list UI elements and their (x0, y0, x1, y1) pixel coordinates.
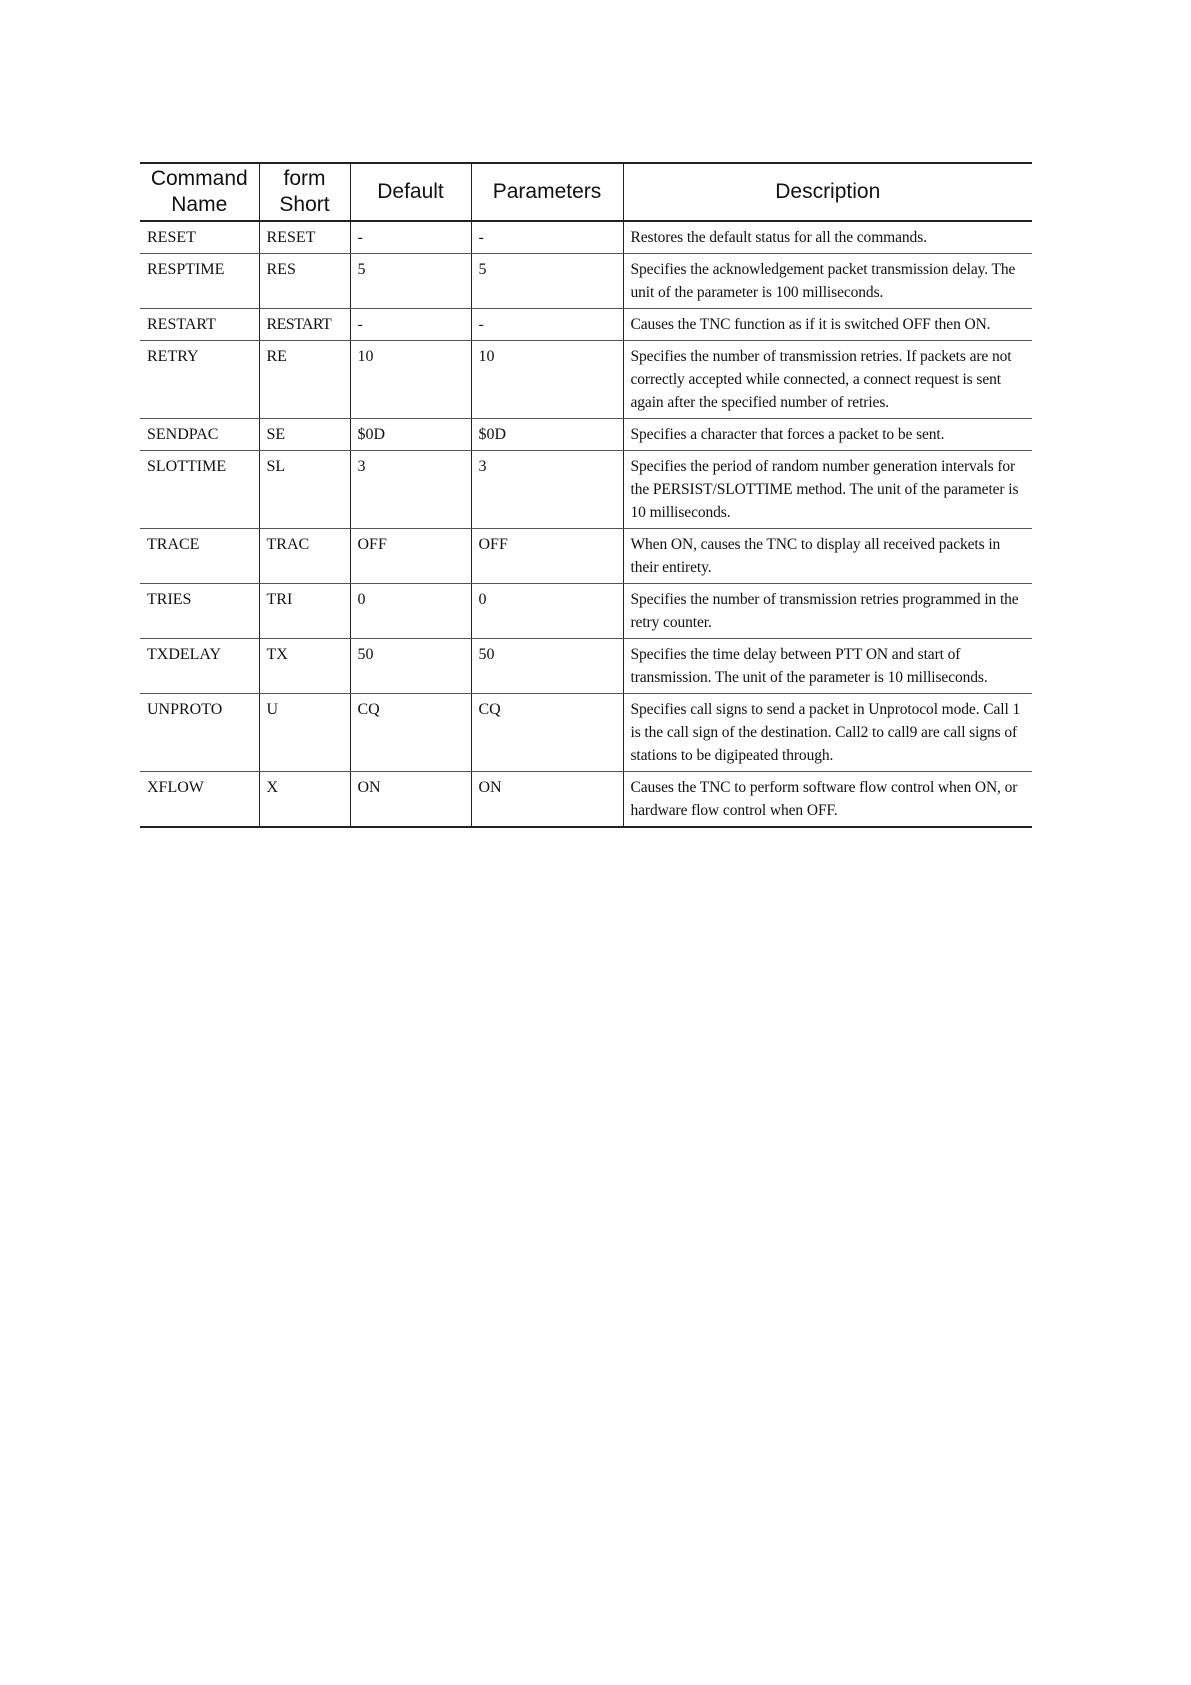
cell-short: SL (259, 451, 350, 529)
header-command-name-line1: Command (150, 167, 248, 190)
cell-description: Specifies the period of random number generation intervals for the PERSIST/SLOTTIME method. The unit of the parameter is 10 milliseconds. (623, 451, 1032, 529)
header-parameters: Parameters (471, 163, 623, 221)
cell-short: RE (259, 341, 350, 419)
header-description: Description (623, 163, 1032, 221)
table-row (140, 584, 1032, 639)
cell-command: RESTART (140, 309, 259, 341)
cell-parameters: 5 (471, 254, 623, 309)
cell-command: RETRY (140, 341, 259, 419)
cell-command: TRIES (140, 584, 259, 639)
cell-parameters: 3 (471, 451, 623, 529)
table-row (140, 639, 1032, 694)
table-row (140, 772, 1032, 828)
cell-short: U (259, 694, 350, 772)
header-command-name (140, 163, 259, 221)
table-header (140, 163, 1032, 221)
cell-description: Specifies the acknowledgement packet transmission delay. The unit of the parameter is 100 milliseconds. (623, 254, 1032, 309)
table-row (140, 254, 1032, 309)
cell-default: $0D (350, 419, 471, 451)
cell-short: TRAC (259, 529, 350, 584)
table-row (140, 694, 1032, 772)
cell-parameters: - (471, 221, 623, 254)
cell-default: OFF (350, 529, 471, 584)
cell-description: Specifies call signs to send a packet in Unprotocol mode. Call 1 is the call sign of the destination. Call2 to call9 are call signs of stations to be digipeated through. (623, 694, 1032, 772)
cell-parameters: $0D (471, 419, 623, 451)
header-command-name-line2: Name (171, 193, 228, 216)
cell-short: X (259, 772, 350, 828)
cell-description: Causes the TNC to perform software flow control when ON, or hardware flow control when OFF. (623, 772, 1032, 828)
cell-command: XFLOW (140, 772, 259, 828)
cell-description: Restores the default status for all the commands. (623, 221, 1032, 254)
header-default: Default (350, 163, 471, 221)
cell-short: RESTART (259, 309, 350, 341)
command-table (140, 162, 1032, 828)
table-body (140, 221, 1032, 827)
cell-command: RESPTIME (140, 254, 259, 309)
table-row (140, 341, 1032, 419)
cell-default: 0 (350, 584, 471, 639)
cell-description: When ON, causes the TNC to display all received packets in their entirety. (623, 529, 1032, 584)
cell-command: SENDPAC (140, 419, 259, 451)
header-short-form (259, 163, 350, 221)
cell-default: - (350, 221, 471, 254)
cell-default: 5 (350, 254, 471, 309)
cell-default: 50 (350, 639, 471, 694)
cell-parameters: 50 (471, 639, 623, 694)
cell-default: CQ (350, 694, 471, 772)
cell-description: Specifies the number of transmission retries. If packets are not correctly accepted while connected, a connect request is sent again after the specified number of retries. (623, 341, 1032, 419)
cell-short: TX (259, 639, 350, 694)
cell-default: 3 (350, 451, 471, 529)
table-row (140, 529, 1032, 584)
header-short-form-line1: form (283, 167, 326, 190)
cell-parameters: 0 (471, 584, 623, 639)
cell-description: Causes the TNC function as if it is switched OFF then ON. (623, 309, 1032, 341)
table-row (140, 451, 1032, 529)
cell-short: TRI (259, 584, 350, 639)
table-row (140, 419, 1032, 451)
cell-description: Specifies the time delay between PTT ON and start of transmission. The unit of the parameter is 10 milliseconds. (623, 639, 1032, 694)
cell-command: UNPROTO (140, 694, 259, 772)
cell-description: Specifies the number of transmission retries programmed in the retry counter. (623, 584, 1032, 639)
cell-short: RES (259, 254, 350, 309)
header-short-form-line2: Short (279, 193, 330, 216)
cell-parameters: ON (471, 772, 623, 828)
cell-description: Specifies a character that forces a packet to be sent. (623, 419, 1032, 451)
cell-short: SE (259, 419, 350, 451)
cell-parameters: CQ (471, 694, 623, 772)
cell-default: ON (350, 772, 471, 828)
cell-command: SLOTTIME (140, 451, 259, 529)
cell-command: TXDELAY (140, 639, 259, 694)
header-row (140, 163, 1032, 221)
cell-default: - (350, 309, 471, 341)
cell-default: 10 (350, 341, 471, 419)
table-row (140, 221, 1032, 254)
cell-parameters: OFF (471, 529, 623, 584)
cell-parameters: - (471, 309, 623, 341)
cell-command: TRACE (140, 529, 259, 584)
cell-command: RESET (140, 221, 259, 254)
cell-parameters: 10 (471, 341, 623, 419)
cell-short: RESET (259, 221, 350, 254)
table-row (140, 309, 1032, 341)
